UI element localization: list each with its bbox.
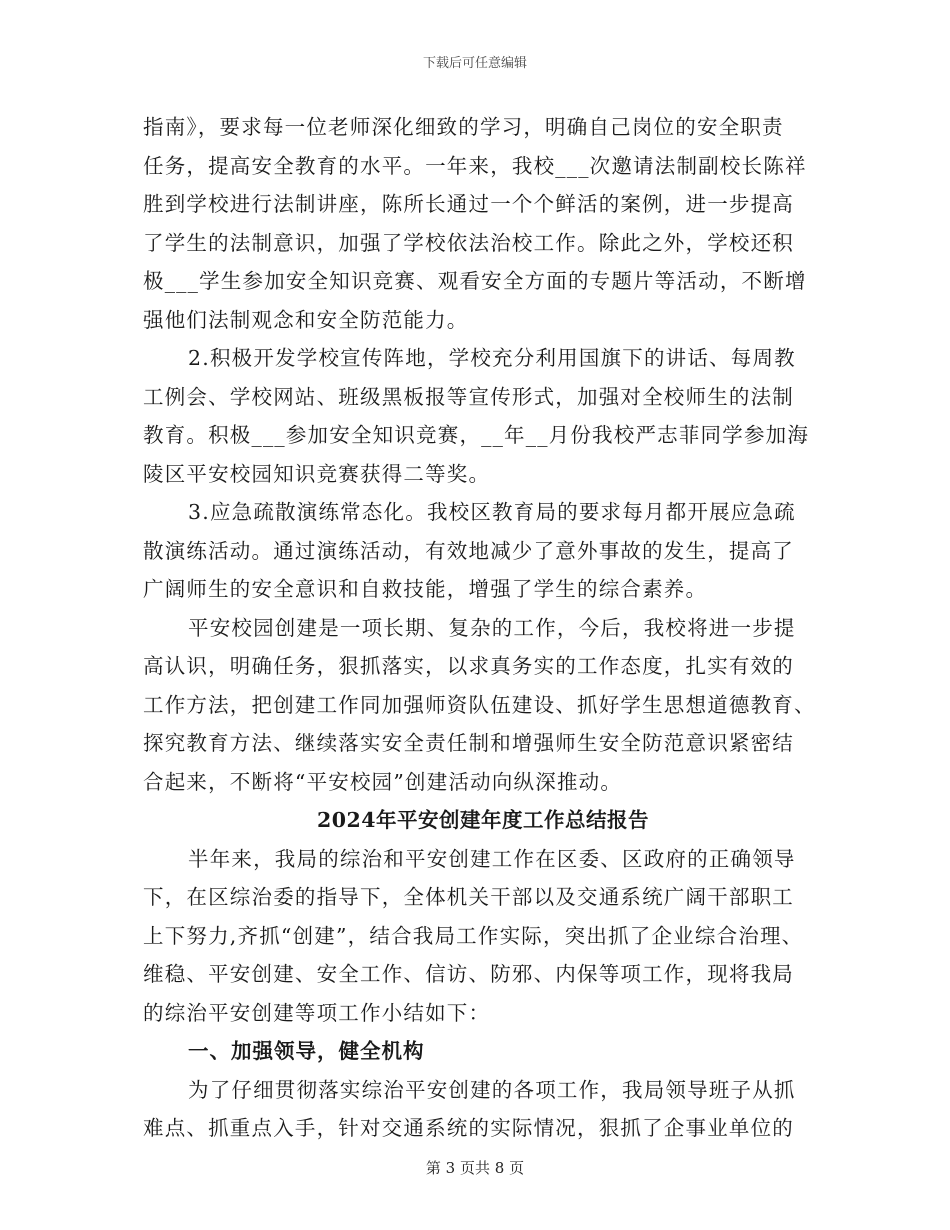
- text-line: 工作方法，把创建工作同加强师资队伍建设、抓好学生思想道德教育、: [143, 692, 816, 717]
- text-line: 胜到学校进行法制讲座，陈所长通过一个个鲜活的案例，进一步提高: [143, 192, 794, 216]
- text-line: 合起来，不断将“平安校园”创建活动向纵深推动。: [143, 769, 623, 794]
- report-title: 2024年平安创建年度工作总结报告: [316, 808, 650, 832]
- paragraph-start-line: 平安校园创建是一项长期、复杂的工作，今后，我校将进一步提: [188, 615, 796, 640]
- text-line: 散演练活动。通过演练活动，有效地减少了意外事故的发生，提高了: [143, 538, 794, 563]
- text-line: 了学生的法制意识，加强了学校依法治校工作。除此之外，学校还积: [143, 230, 794, 255]
- text-line: 指南》，要求每一位老师深化细致的学习，明确自己岗位的安全职责: [143, 115, 784, 139]
- text-line: 探究教育方法、继续落实安全责任制和增强师生安全防范意识紧密结: [143, 731, 794, 755]
- text-line: 陵区平安校园知识竞赛获得二等奖。: [143, 461, 491, 486]
- document-body: [143, 108, 823, 1148]
- section-heading: 一、加强领导，健全机构: [188, 1039, 425, 1063]
- text-line: 高认识，明确任务，狠抓落实，以求真务实的工作态度，扎实有效的: [143, 654, 794, 678]
- paragraph-start-line: 为了仔细贯彻落实综治平安创建的各项工作，我局领导班子从抓: [188, 1077, 796, 1102]
- text-line: 工例会、学校网站、班级黑板报等宣传形式，加强对全校师生的法制: [143, 384, 794, 409]
- page-header: 下载后可任意编辑: [422, 56, 527, 71]
- text-line: 难点、抓重点入手，针对交通系统的实际情况，狠抓了企事业单位的: [143, 1116, 794, 1140]
- paragraph-start-line: 半年来，我局的综治和平安创建工作在区委、区政府的正确领导: [188, 846, 796, 871]
- text-line: 教育。积极___参加安全知识竞赛，__年__月份我校严志菲同学参加海: [143, 423, 810, 447]
- text-line: 极___学生参加安全知识竞赛、观看安全方面的专题片等活动，不断增: [143, 269, 807, 293]
- page-footer: 第 3 页共 8 页: [425, 1159, 525, 1177]
- text-line: 上下努力,齐抓“创建”，结合我局工作实际，突出抓了企业综合治理、: [143, 923, 804, 948]
- text-line: 任务，提高安全教育的水平。一年来，我校___次邀请法制副校长陈祥: [143, 153, 807, 178]
- text-line: 的综治平安创建等项工作小结如下：: [143, 1000, 491, 1025]
- paragraph-start-line: 2.积极开发学校宣传阵地，学校充分利用国旗下的讲话、每周教: [188, 346, 796, 370]
- text-line: 维稳、平安创建、安全工作、信访、防邪、内保等项工作，现将我局: [143, 962, 794, 986]
- text-line: 强他们法制观念和安全防范能力。: [143, 307, 469, 332]
- text-line: 广阔师生的安全意识和自救技能，增强了学生的综合素养。: [143, 577, 708, 601]
- paragraph-start-line: 3.应急疏散演练常态化。我校区教育局的要求每月都开展应急疏: [188, 500, 796, 524]
- text-line: 下，在区综治委的指导下，全体机关干部以及交通系统广阔干部职工: [143, 885, 794, 909]
